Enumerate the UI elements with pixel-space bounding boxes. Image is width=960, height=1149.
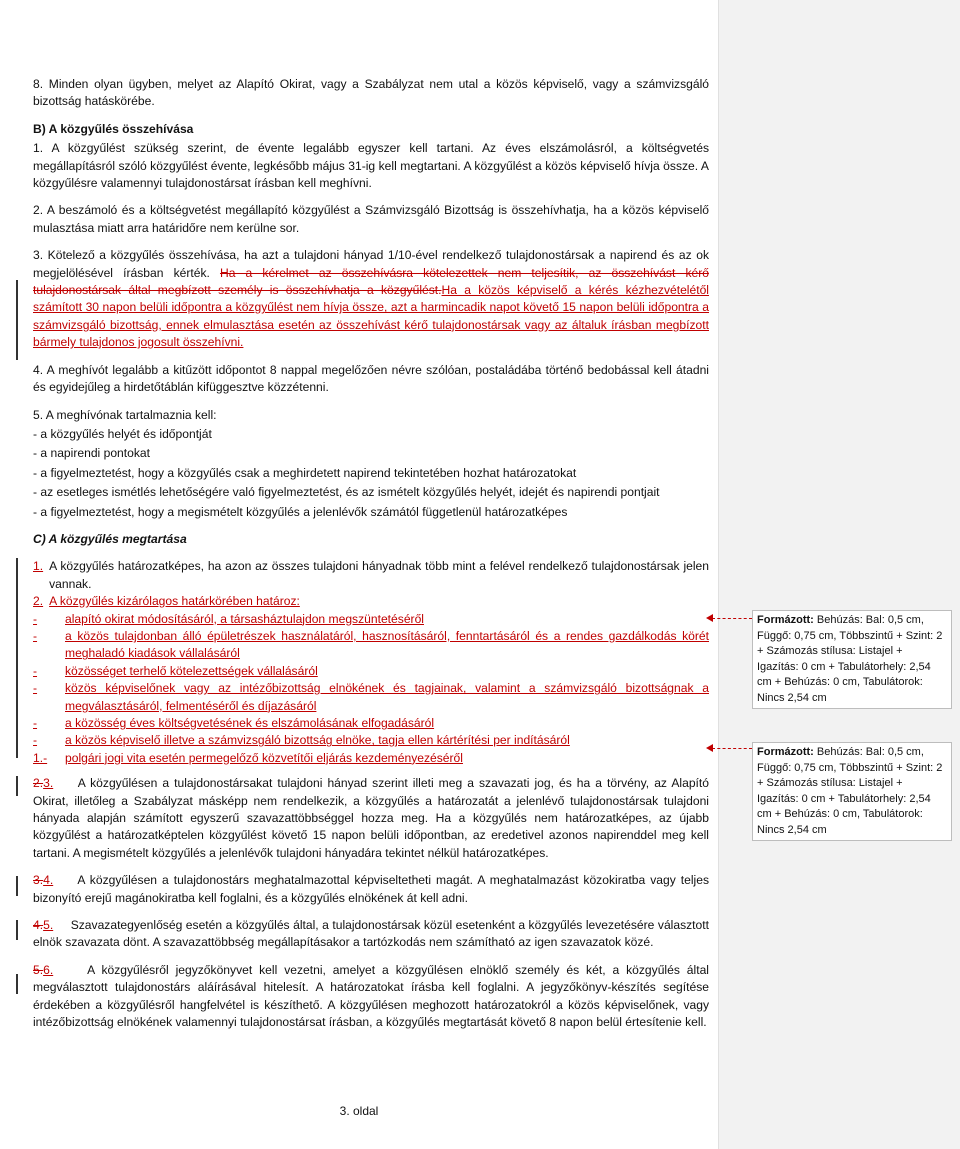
c3-deleted-number: 2. <box>33 776 44 791</box>
heading-b: B) A közgyűlés összehívása <box>33 121 194 136</box>
change-bar <box>16 280 18 360</box>
c6-deleted-number: 5. <box>33 962 44 977</box>
document-body <box>33 76 709 1034</box>
comment-text: Behúzás: Bal: 0,5 cm, Függő: 0,75 cm, Többszintű + Szint: 2 + Számozás stílusa: Listajel + Igazítás: 0 cm + Tabulátorhely: 2,54 cm + Behúzás: 0 cm, Tabulátorok: Nincs 2,54 cm <box>757 614 943 704</box>
c5-deleted-number: 4. <box>33 918 44 933</box>
paragraph-c4 <box>33 872 709 907</box>
list-item: - a közgyűlés helyét és időpontját <box>33 426 212 441</box>
comment-text: Behúzás: Bal: 0,5 cm, Függő: 0,75 cm, Többszintű + Szint: 2 + Számozás stílusa: Listajel + Igazítás: 0 cm + Tabulátorhely: 2,54 cm + Behúzás: 0 cm, Tabulátorok: Nincs 2,54 cm <box>757 746 943 836</box>
connector-arrow-icon <box>706 614 713 622</box>
comment-connector <box>712 618 752 619</box>
b5-list <box>33 426 709 521</box>
c6-text: A közgyűlésről jegyzőkönyvet kell vezetni, amelyet a közgyűlésen elnöklő személy és két, a közgyűlés által megválasztott tulajdonostárs aláírásával hitelesít. A határozatokat írásba kell foglalni. A jegyzőkönyv-készítés segítése érdekében a közgyűlésről hangfelvétel is készíthető. A közgyűlésen meghozott határozatokról a közös képviselőnek, vagy intézőbizottság elnökének valamennyi tulajdonostársat írásban, a közgyűlés megtartását követő 8 napon belül értesítenie kell. <box>33 962 709 1030</box>
b3-text: 3. Kötelező a közgyűlés összehívása, ha azt a tulajdoni hányad 1/10-ével rendelkező tulajdonostársak a napirend és az ok megjelölésével írásban kérték. <box>33 248 709 280</box>
list-item: - a napirendi pontokat <box>33 446 150 461</box>
c5-inserted-number: 5. <box>43 918 54 933</box>
change-bar <box>16 776 18 796</box>
c2-text: A közgyűlés kizárólagos határkörében határoz: <box>49 594 300 609</box>
paragraph-b4: 4. A meghívót legalább a kitűzött időpontot 8 nappal megelőzően névre szólóan, postaládába történő bedobással kell átadni és egyidejűleg a hirdetőtáblán kifüggesztve közzétenni. <box>33 362 709 395</box>
c5-text: Szavazategyenlőség esetén a közgyűlés által, a tulajdonostársak közül esetenként a közgyűlés levezetésére választott elnök szavazata dönt. A szavazattöbbség megállapításakor a tartózkodás nem számítható az igen szavazatok közé. <box>33 918 709 950</box>
change-bar <box>16 974 18 994</box>
c1-number: 1. <box>33 559 44 574</box>
list-item: - a közös képviselő illetve a számvizsgáló bizottság elnöke, tagja ellen kártérítési per indításáról <box>33 733 570 748</box>
c6-inserted-number: 6. <box>43 962 54 977</box>
paragraph-b1: 1. A közgyűlést szükség szerint, de évente legalább egyszer kell tartani. Az éves elszámolásról, a költségvetés megállapításról szóló közgyűlést évente, legkésőbb május 31-ig kell megtartani. A közgyűlést a közös képviselő hívja össze. A közgyűlésre valamennyi tulajdonostársat írásban kell meghívni. <box>33 141 709 191</box>
c3-text: A közgyűlésen a tulajdonostársakat tulajdoni hányad szerint illeti meg a szavazati jog, és ha a törvény, az Alapító Okirat, illetőleg a Szabályzat másképp nem rendelkezik, a közgyűlés a határozatát a jelenlévő tulajdonostársak tulajdoni hányada alapján számított egyszerű szavazattöbbséggel hozza meg. Ha a közgyűlés nem határozatképes, az újabb közgyűlést a határozatképtelen közgyűlést követő 15 napon belüli időpontban, az eredetivel azonos napirenddel meg kell tartani. A megismételt közgyűlés a jelenlévők tulajdoni hányadára tekintet nélkül határozatképes. <box>33 776 709 860</box>
list-item: - alapító okirat módosításáról, a társasháztulajdon megszüntetéséről <box>33 611 424 626</box>
paragraph-c2 <box>33 593 709 610</box>
comment-connector <box>712 748 752 749</box>
paragraph-c5 <box>33 917 709 952</box>
change-bar <box>16 558 18 758</box>
list-item: - a közösség éves költségvetésének és elszámolásának elfogadásáról <box>33 716 435 730</box>
change-bar <box>16 876 18 896</box>
c4-inserted-number: 4. <box>43 873 54 888</box>
list-item: - közösséget terhelő kötelezettségek vállalásáról <box>33 663 318 678</box>
comment-label: Formázott: <box>757 614 814 626</box>
list-item: - a közös tulajdonban álló épületrészek használatáról, hasznosításáról, fenntartásáról és a rendes gazdálkodás körét meghaladó kiadások vállalásáról <box>33 628 709 661</box>
c4-deleted-number: 3. <box>33 873 44 888</box>
b3-inserted-text: Ha a közös képviselő a kérés kézhezvételétől számított 30 napon belüli időpontra a közgyűlést nem hívja össze, azt a harmincadik napot követő 15 napon belüli időpontra a számvizsgáló bizottság, ennek elmulasztása esetén az összehívást kérő tulajdonostársak vagy az általuk írásban megbízott bármely tulajdonos jogosult összehívni. <box>33 283 709 350</box>
c2-number: 2. <box>33 594 44 609</box>
c1-text: A közgyűlés határozatképes, ha azon az összes tulajdoni hányadnak több mint a felével rendelkező tulajdonostársak jelen vannak. <box>49 559 709 591</box>
comment-margin-pane <box>718 0 960 1149</box>
list-item: - az esetleges ismétlés lehetőségére való figyelmeztetést, és az ismételt közgyűlés helyét, idejét és napirendi pontjait <box>33 485 660 500</box>
c2-list <box>33 611 709 768</box>
connector-arrow-icon <box>706 744 713 752</box>
change-bar <box>16 920 18 940</box>
c4-text: A közgyűlésen a tulajdonostárs meghatalmazottal képviseltetheti magát. A meghatalmazást közokiratba vagy teljes bizonyító erejű magánokiratba kell foglalni, és a közgyűlés elnökének át kell adni. <box>33 873 709 905</box>
heading-c: C) A közgyűlés megtartása <box>33 531 187 546</box>
paragraph-a8: 8. Minden olyan ügyben, melyet az Alapító Okirat, vagy a Szabályzat nem utal a közös képviselő, vagy a számvizsgáló bizottság hatáskörébe. <box>33 77 709 109</box>
comment-balloon[interactable] <box>752 742 952 841</box>
c3-inserted-number: 3. <box>43 776 54 791</box>
page-number: 3. oldal <box>339 1104 379 1118</box>
list-item: - a figyelmeztetést, hogy a megismételt közgyűlés a jelenlévők számától függetlenül határozatképes <box>33 504 568 519</box>
paragraph-c1 <box>33 558 709 593</box>
list-item: - közös képviselőnek vagy az intézőbizottság elnökének és tagjainak, valamint a számvizsgáló bizottságnak a megválasztásáról, felmentéséről és díjazásáról <box>33 681 709 713</box>
list-item: - a figyelmeztetést, hogy a közgyűlés csak a meghirdetett napirend tekintetében hozhat határozatokat <box>33 465 577 480</box>
paragraph-b5: 5. A meghívónak tartalmaznia kell: <box>33 407 217 422</box>
paragraph-c3 <box>33 775 709 862</box>
b3-deleted-text: Ha a kérelmet az összehívásra kötelezettek nem teljesítik, az összehívást kérő tulajdonostársak által megbízott személy is összehívhatja a közgyűlést. <box>33 265 709 298</box>
paragraph-b2: 2. A beszámoló és a költségvetést megállapító közgyűlést a Számvizsgáló Bizottság is összehívhatja, ha a közös képviselő mulasztása miatt arra határidőre nem kerülne sor. <box>33 203 709 235</box>
comment-balloon[interactable] <box>752 610 952 709</box>
list-item: 1.- polgári jogi vita esetén permegelőző közvetítői eljárás kezdeményezéséről <box>33 750 463 765</box>
comment-label: Formázott: <box>757 746 814 758</box>
paragraph-b3 <box>33 247 709 351</box>
paragraph-c6 <box>33 962 709 1032</box>
